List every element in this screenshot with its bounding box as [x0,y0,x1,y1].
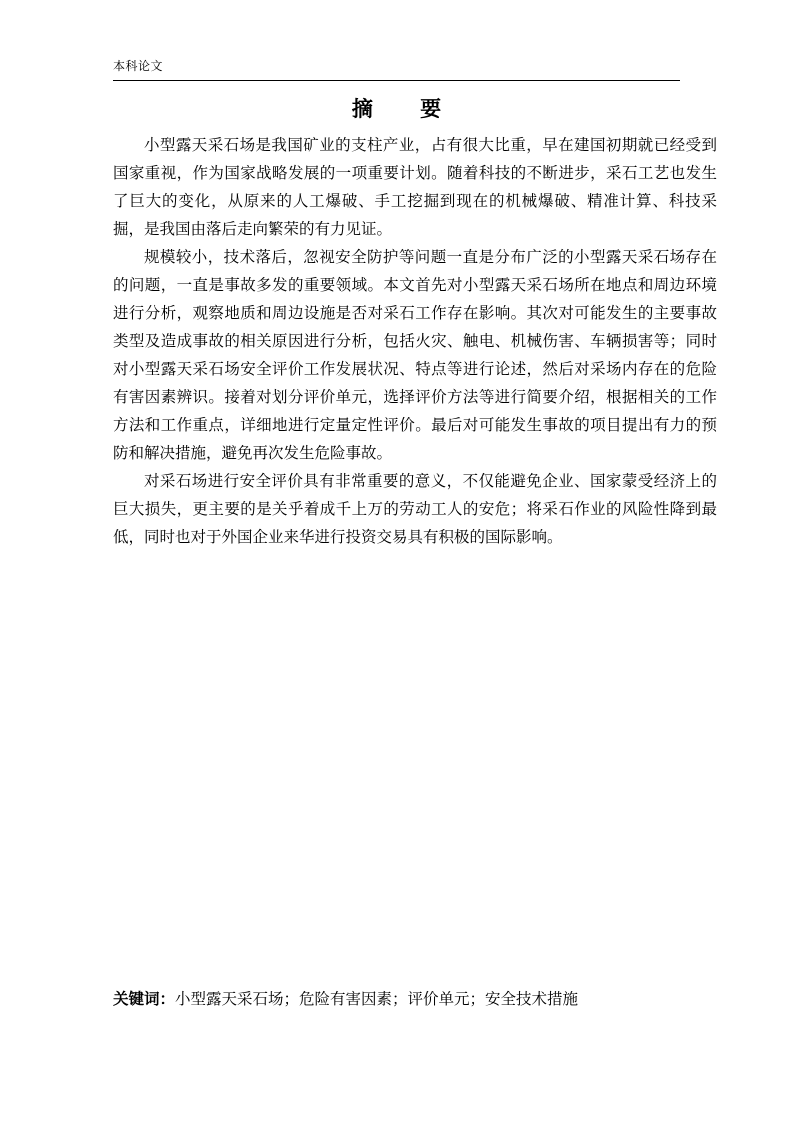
header-rule [113,80,680,81]
keywords-value: 小型露天采石场；危险有害因素；评价单元；安全技术措施 [175,990,579,1008]
abstract-paragraph-3: 对采石场进行安全评价具有非常重要的意义，不仅能避免企业、国家蒙受经济上的巨大损失，更主要的是关乎着成千上万的劳动工人的安危；将采石作业的风险性降到最低，同时也对于外国企业来华进行投资交易具有积极的国际影响。 [113,472,717,546]
keywords-label: 关键词： [113,990,176,1008]
abstract-paragraph-1: 小型露天采石场是我国矿业的支柱产业，占有很大比重，早在建国初期就已经受到国家重视，作为国家战略发展的一项重要计划。随着科技的不断进步，采石工艺也发生了巨大的变化，从原来的人工爆破、手工挖掘到现在的机械爆破、精准计算、科技采掘，是我国由落后走向繁荣的有力见证。 [113,136,717,238]
abstract-title: 摘 要 [351,97,462,121]
page-header: 本科论文 [113,59,164,73]
abstract-paragraph-2: 规模较小，技术落后，忽视安全防护等问题一直是分布广泛的小型露天采石场存在的问题，一直是事故多发的重要领域。本文首先对小型露天采石场所在地点和周边环境进行分析，观察地质和周边设施是否对采石工作存在影响。其次对可能发生的主要事故类型及造成事故的相关原因进行分析，包括火灾、触电、机械伤害、车辆损害等；同时对小型露天采石场安全评价工作发展状况、特点等进行论述，然后对采场内存在的危险有害因素辨识。接着对划分评价单元，选择评价方法等进行简要介绍，根据相关的工作方法和工作重点，详细地进行定量定性评价。最后对可能发生事故的项目提出有力的预防和解决措施，避免再次发生危险事故。 [113,248,717,462]
abstract-body [113,131,717,551]
keywords-line [113,987,717,1011]
